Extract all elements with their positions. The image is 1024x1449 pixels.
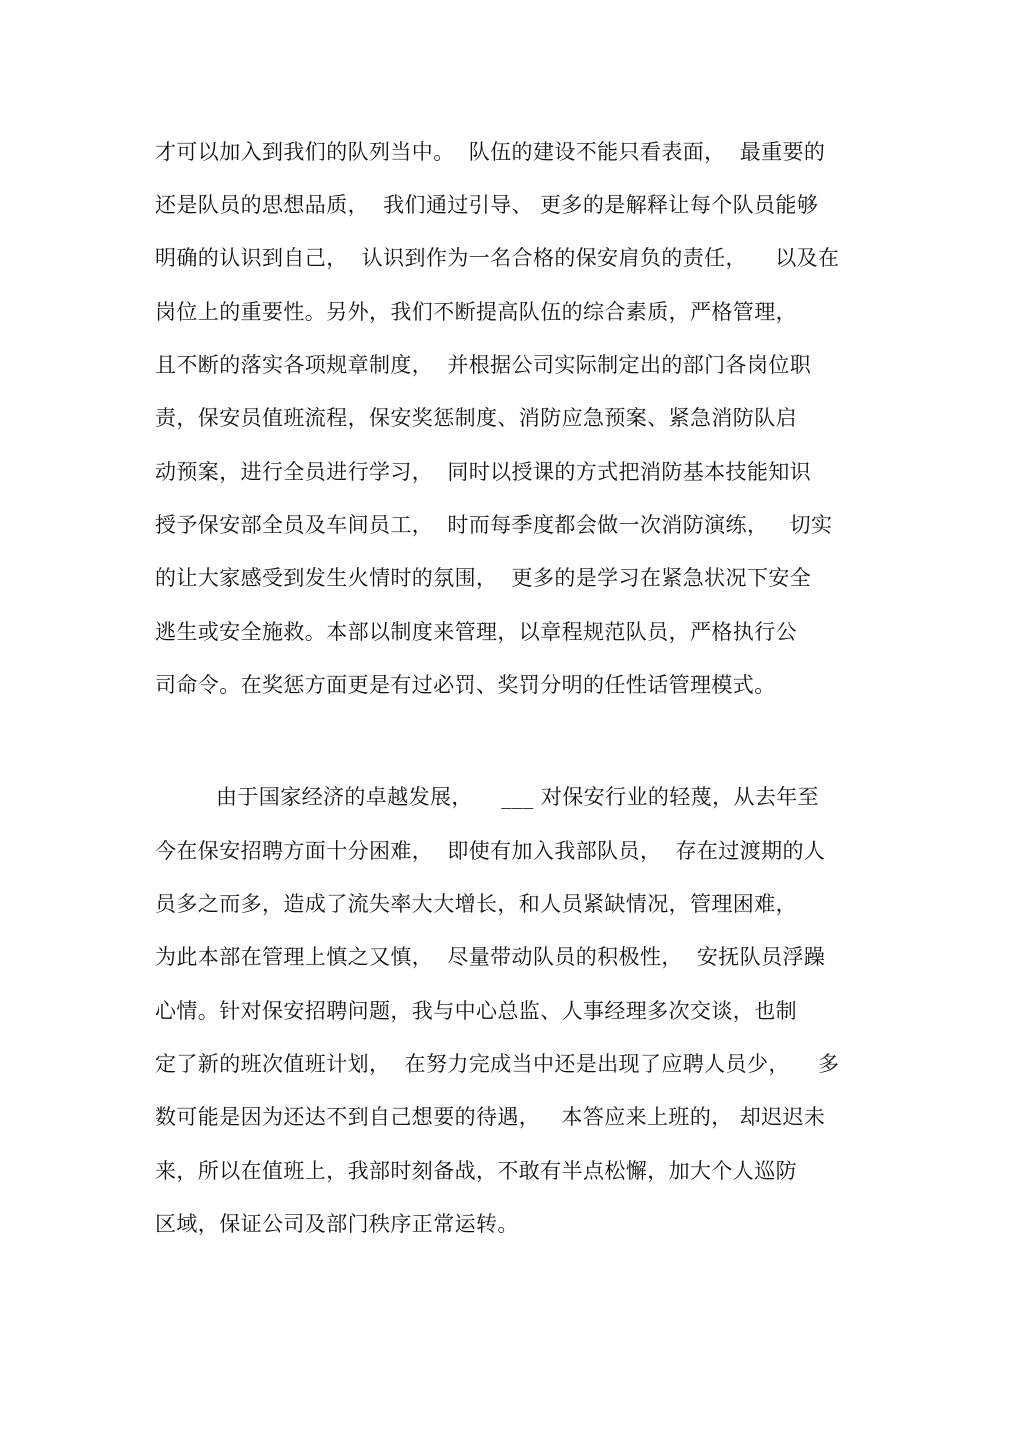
paragraph-1-line-1: 才可以加入到我们的队列当中。 队伍的建设不能只看表面， 最重要的 xyxy=(155,140,826,164)
paragraph-1-line-10: 逃生或安全施救。本部以制度来管理，以章程规范队员，严格执行公 xyxy=(155,620,797,644)
paragraph-2-line-1: 由于国家经济的卓越发展， ___ 对保安行业的轻蔑，从去年至 xyxy=(216,785,820,809)
paragraph-2-line-9: 区域，保证公司及部门秩序正常运转。 xyxy=(155,1212,519,1236)
paragraph-2-line-2: 今在保安招聘方面十分困难， 即使有加入我部队员， 存在过渡期的人 xyxy=(155,839,826,863)
paragraph-1-line-7: 动预案，进行全员进行学习， 同时以授课的方式把消防基本技能知识 xyxy=(155,460,812,484)
paragraph-1-line-5: 且不断的落实各项规章制度， 并根据公司实际制定出的部门各岗位职 xyxy=(155,353,812,377)
paragraph-2-line-4: 为此本部在管理上慎之又慎， 尽量带动队员的积极性， 安抚队员浮躁 xyxy=(155,945,826,969)
paragraph-1-line-9: 的让大家感受到发生火情时的氛围， 更多的是学习在紧急状况下安全 xyxy=(155,566,812,590)
paragraph-1-line-6: 责，保安员值班流程，保安奖惩制度、消防应急预案、紧急消防队启 xyxy=(155,406,797,430)
paragraph-1-line-4: 岗位上的重要性。另外，我们不断提高队伍的综合素质，严格管理， xyxy=(155,300,797,324)
paragraph-1-line-8: 授予保安部全员及车间员工， 时而每季度都会做一次消防演练， 切实 xyxy=(155,513,833,537)
paragraph-2-line-3: 员多之而多，造成了流失率大大增长，和人员紧缺情况，管理困难， xyxy=(155,892,797,916)
paragraph-1-line-2: 还是队员的思想品质， 我们通过引导、 更多的是解释让每个队员能够 xyxy=(155,193,819,217)
paragraph-2-line-7: 数可能是因为还达不到自己想要的待遇， 本答应来上班的， 却迟迟未 xyxy=(155,1105,826,1129)
paragraph-2-line-6: 定了新的班次值班计划， 在努力完成当中还是出现了应聘人员少， 多 xyxy=(155,1052,840,1076)
paragraph-1-line-3: 明确的认识到自己， 认识到作为一名合格的保安肩负的责任， 以及在 xyxy=(155,246,840,270)
paragraph-1-line-11: 司命令。在奖惩方面更是有过必罚、奖罚分明的任性话管理模式。 xyxy=(155,673,776,697)
paragraph-2-line-5: 心情。针对保安招聘问题，我与中心总监、人事经理多次交谈，也制 xyxy=(155,999,797,1023)
paragraph-2-line-8: 来，所以在值班上，我部时刻备战，不敢有半点松懈，加大个人巡防 xyxy=(155,1159,797,1183)
